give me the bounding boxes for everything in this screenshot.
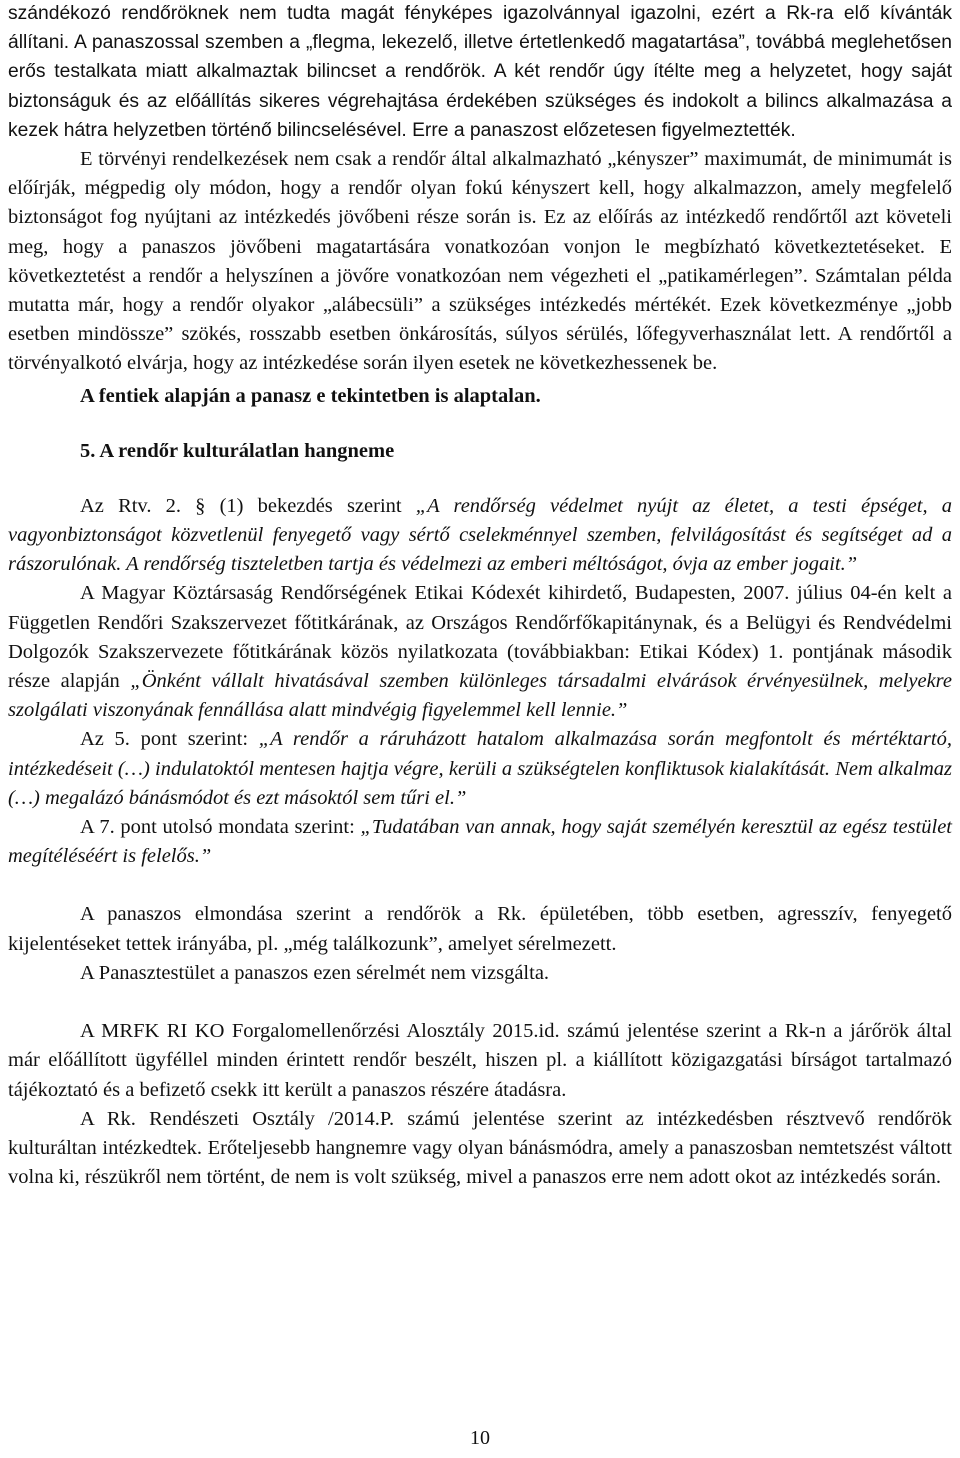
quote-lead: Az 5. pont szerint: [80,728,259,751]
paragraph-complainant-statement: A panaszos elmondása szerint a rendőrök a Rk. épületében, több esetben, agresszív, fenyegető kijelentéseket tettek irányába, pl. „még találkozunk”, amelyet sérelmezett. [8,903,952,955]
page-number: 10 [470,1427,490,1449]
paragraph-point-7 [8,813,952,871]
quote-text: „A rendőr a ráruházott hatalom alkalmazása során megfontolt és mértéktartó, intézkedéseit (…) indulatoktól mentesen hajtja végre, kerüli a szükségtelen konfliktusok kialakítását. Nem alkalmaz (…) megalázó bánásmódot és ezt másoktól sem tűri el.” [8,728,952,809]
paragraph-handcuff-justification: szándékozó rendőröknek nem tudta magát fényképes igazolvánnyal igazolni, ezért a Rk-ra elő kívánták állítani. A panaszossal szemben a „flegma, lekezelő, illetve értetlenkedő magatartása”, továbbá meglehetősen erős testalkata miatt alkalmaztak bilincset a rendőrök. A két rendőr úgy ítélte meg a helyzetet, hogy saját biztonságuk és az előállítás sikeres végrehajtása érdekében szükséges és indokolt a bilincs alkalmazása a kezek hátra helyzetben történő bilincselésével. Erre a panaszost előzetesen figyelmeztették. [8,3,952,141]
conclusion-unfounded: A fentiek alapján a panasz e tekintetben is alaptalan. [80,384,541,407]
quote-lead: A 7. pont utolsó mondata szerint: [80,816,361,839]
paragraph-coercion-minimum: E törvényi rendelkezések nem csak a rendőr által alkalmazható „kényszer” maximumát, de minimumát is előírják, mégpedig oly módon, hogy a rendőr olyan fokú kényszert kell, hogy alkalmazzon, amely megfelelő biztonságot fog nyújtani az intézkedés jövőbeni része során is. Ez az előírás az intézkedő rendőrtől azt követeli meg, hogy a panaszos jövőbeni magatartására vonatkozóan vonjon le megbízható következtetéseket. E következtetést a rendőr a helyszínen a jövőre vonatkozóan nem végezheti el „patikamérlegen”. Számtalan példa mutatta már, hogy a rendőr olyakor „alábecsüli” a szükséges intézkedés mértékét. Ezek következménye „jobb esetben mindössze” szökés, rosszabb esetben önkárosítás, súlyos sérülés, lőfegyverhasználat lett. A rendőrtől a törvényalkotó elvárja, hogy az intézkedése során ilyen esetek ne következhessenek be. [8,148,952,375]
quote-lead: Az Rtv. 2. § (1) bekezdés szerint [80,494,416,517]
spacer [8,871,952,900]
spacer [8,988,952,1017]
spacer [8,466,952,492]
quote-text: „Tudatában van annak, hogy saját személyén keresztül az egész testület megítéléséért is felelős.” [8,816,952,868]
paragraph-police-report: A Rk. Rendészeti Osztály /2014.P. számú jelentése szerint az intézkedésben résztvevő rendőrök kulturáltan intézkedtek. Erőteljesebb hangnemre vagy olyan bánásmódra, amely a panaszosban nemtetszést váltott volna ki, részükről nem történt, de nem is volt szükség, mivel a panaszos erre nem adott okot az intézkedés során. [8,1107,952,1189]
spacer [8,411,952,437]
paragraph-police-act [8,492,952,580]
quote-text: „A rendőrség védelmet nyújt az életet, a testi épséget, a vagyonbiztonságot közvetlenül fenyegető vagy sértő cselekménnyel szemben, felvilágosítást és segítséget ad a rászorulónak. A rendőrség tiszteletben tartja és védelmezi az emberi méltóságot, óvja az ember jogait.” [8,494,952,576]
paragraph-ethics-code [8,579,952,725]
paragraph-point-5 [8,725,952,813]
paragraph-traffic-report: A MRFK RI KO Forgalomellenőrzési Alosztály 2015.id. számú jelentése szerint a Rk-n a járőrök által már előállított ügyféllel minden érintett rendőr beszélt, hiszen pl. a kiállított közigazgatási bírságot tartalmazó tájékoztató és a befizető csekk itt került a panaszos részére átadásra. [8,1020,952,1101]
paragraph-panel-note: A Panasztestület a panaszos ezen sérelmét nem vizsgálta. [80,961,550,984]
quote-text: „Önként vállalt hivatásával szemben különleges társadalmi elvárások érvényesülnek, melyekre szolgálati viszonyának fennállása alatt mindvégig figyelemmel kell lennie.” [8,670,952,722]
quote-lead: A Magyar Köztársaság Rendőrségének Etikai Kódexét kihirdető, Budapesten, 2007. július 04-én kelt a Független Rendőri Szakszervezet főtitkárának, az Országos Rendőrfőkapitánynak, és a Belügyi és Rendvédelmi Dolgozók Szakszervezete főtitkárának közös nyilatkozata (továbbiakban: Etikai Kódex) 1. pontjának második része alapján [8,582,952,693]
section-heading: 5. A rendőr kulturálatlan hangneme [80,439,395,462]
